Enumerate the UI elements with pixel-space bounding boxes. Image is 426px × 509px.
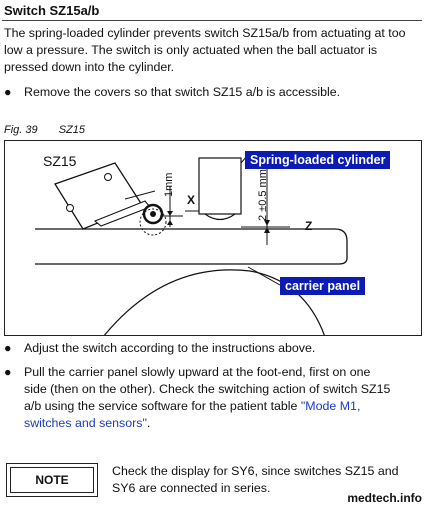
cylinder-tip: [205, 214, 235, 220]
note-text: Check the display for SY6, since switches SZ15 and SY6 are connected in series.: [112, 464, 399, 495]
figure-title: SZ15: [58, 124, 85, 136]
dim-arrow-bottom: [167, 220, 173, 225]
link-switches-sensors[interactable]: switches and sensors": [24, 416, 147, 430]
dim-arrow-top: [167, 211, 173, 216]
bullet-icon: ●: [4, 341, 12, 355]
carrier-panel-shape: [35, 229, 347, 264]
bullet-text: Adjust the switch according to the instructions above.: [24, 341, 316, 355]
pull-line-1: Pull the carrier panel slowly upward at the foot-end, first on one: [24, 365, 371, 379]
panel-leader: [248, 267, 280, 285]
figure-number: Fig. 39: [4, 124, 38, 136]
title-divider: [2, 20, 422, 21]
bullet-icon: ●: [4, 85, 12, 99]
switch-hole-2: [105, 174, 112, 181]
switch-diagram: [5, 141, 422, 336]
label-sz15: SZ15: [43, 153, 77, 169]
switch-hole-1: [67, 205, 74, 212]
watermark: medtech.info: [347, 491, 422, 505]
note-label: NOTE: [10, 467, 94, 493]
pull-line-4: [24, 415, 420, 432]
link-mode-m1[interactable]: "Mode M1,: [300, 399, 361, 413]
label-z: Z: [305, 219, 313, 233]
pull-line-2: side (then on the other). Check the switching action of switch SZ15: [24, 382, 391, 396]
figure-caption: [4, 124, 103, 136]
section-title: Switch SZ15a/b: [4, 3, 100, 18]
bullet-pull-panel: [4, 364, 424, 434]
callout-carrier-panel: carrier panel: [280, 277, 365, 295]
intro-paragraph: The spring-loaded cylinder prevents switch SZ15a/b from actuating at too low a pressure. The switch is only actuated when the ball actuator is pressed down into the cylinder.: [4, 26, 406, 74]
pull-line-3: [24, 398, 420, 415]
dim2-arrow-bottom: [264, 227, 270, 233]
callout-spring-cylinder: Spring-loaded cylinder: [245, 151, 390, 169]
figure-diagram: [4, 140, 422, 336]
bullet-text: Remove the covers so that switch SZ15 a/b is accessible.: [24, 85, 341, 99]
pull-line-4-end: .: [146, 416, 151, 430]
note-box: [6, 463, 98, 497]
label-x: X: [187, 193, 196, 207]
label-1mm: 1mm: [163, 172, 175, 197]
label-2mm: 2 ±0.5 mm: [257, 169, 269, 221]
bullet-icon: ●: [4, 365, 12, 379]
bullet-pull-text: [24, 364, 420, 432]
ball-center: [150, 211, 156, 217]
cylinder-body: [199, 158, 241, 214]
pull-line-3-text: a/b using the service software for the patient table: [24, 399, 301, 413]
